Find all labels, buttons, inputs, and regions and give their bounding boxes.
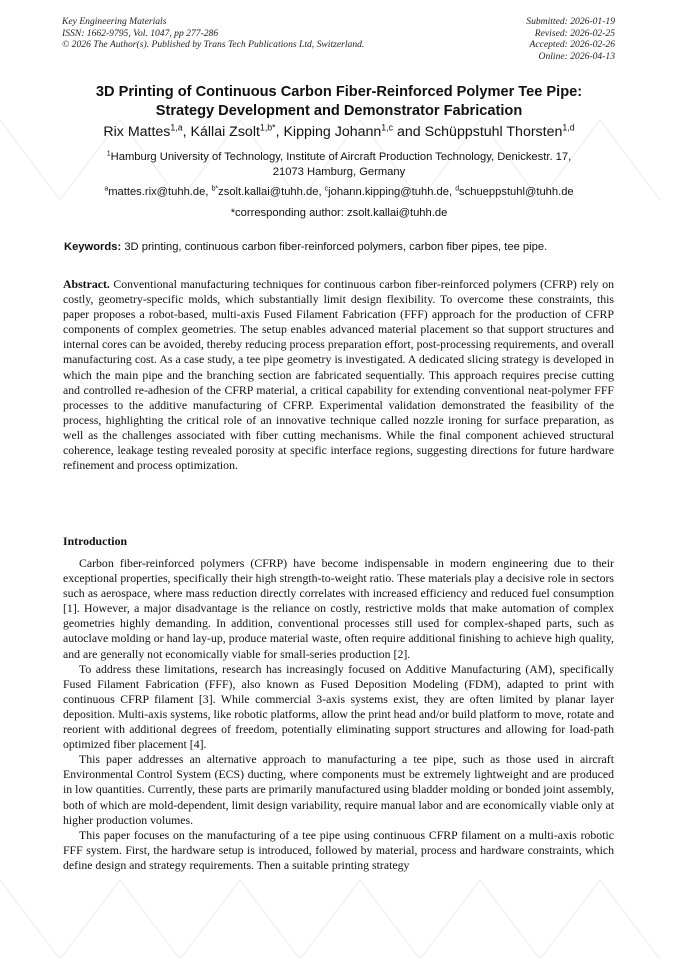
- issn-info: ISSN: 1662-9795, Vol. 1047, pp 277-286: [62, 27, 219, 39]
- paragraph: Carbon fiber-reinforced polymers (CFRP) have become indispensable in modern engineering due to their exceptional properties, specifically their high strength-to-weight ratio. These materials play a decisive role in sectors such as aerospace, where mass reduction directly correlates with increased efficiency and reduced fuel consumption [1]. However, a major disadvantage is the reliance on costly, restrictive molds that make automation of complex geometries highly demanding. In addition, conventional processes still used for complex-shaped parts, such as autoclave molding or hand lay-up, produce material waste, often require additional finishing to achieve high quality, and are generally not economically viable for small-series production [2].: [63, 556, 614, 661]
- email-link[interactable]: schueppstuhl@tuhh.de: [459, 186, 574, 198]
- author-name: Kipping Johann: [283, 124, 382, 140]
- paragraph: This paper addresses an alternative approach to manufacturing a tee pipe, such as those used in aircraft Environmental Control System (ECS) ducting, where components must be extremely lightweight and are produced in low quantities. Currently, these parts are primarily manufactured using bladder molding or bonded joint assembly, both of which are mold-dependent, limit design variability, require manual labor and are economically viable only at higher production volumes.: [63, 752, 614, 827]
- affiliation-line-2: 21073 Hamburg, Germany: [272, 165, 406, 178]
- author-superscript: 1,b*: [259, 122, 276, 133]
- affiliation-superscript: 1: [106, 150, 111, 158]
- corresponding-author: *corresponding author: zsolt.kallai@tuhh.de: [230, 207, 448, 219]
- email-superscript: c: [324, 185, 329, 193]
- author-separator: ,: [275, 124, 284, 140]
- author-separator: ,: [182, 124, 191, 140]
- email-link[interactable]: mattes.rix@tuhh.de: [108, 186, 206, 198]
- header-left: [62, 16, 364, 51]
- revised-date: Revised: 2026-02-25: [534, 27, 615, 39]
- author-superscript: 1,a: [170, 122, 183, 133]
- title-line-2: Strategy Development and Demonstrator Fabrication: [155, 102, 523, 119]
- paragraph: This paper focuses on the manufacturing of a tee pipe using continuous CFRP filament on a multi-axis robotic FFF system. First, the hardware setup is introduced, followed by material, process and hardware constraints, which define design and strategy requirements. Then a suitable printing strategy: [63, 827, 614, 872]
- introduction-body: [63, 556, 614, 873]
- accepted-date: Accepted: 2026-02-26: [529, 39, 615, 51]
- affiliation: [60, 150, 618, 179]
- email-link[interactable]: johann.kipping@tuhh.de: [328, 186, 449, 198]
- email-superscript: d: [455, 185, 460, 193]
- author-name: Kállai Zsolt: [190, 124, 260, 140]
- copyright-notice: © 2026 The Author(s). Published by Trans Tech Publications Ltd, Switzerland.: [62, 39, 365, 51]
- author-name: Schüppstuhl Thorsten: [424, 124, 563, 140]
- paper-title: [40, 83, 638, 120]
- header-right: [526, 16, 615, 62]
- author-name: Rix Mattes: [103, 124, 171, 140]
- section-heading-introduction: Introduction: [63, 534, 128, 548]
- title-line-1: 3D Printing of Continuous Carbon Fiber-Reinforced Polymer Tee Pipe:: [95, 84, 583, 100]
- author-superscript: 1,c: [381, 122, 394, 133]
- journal-name: Key Engineering Materials: [62, 16, 167, 27]
- author-emails: [20, 186, 658, 198]
- keywords-label: Keywords:: [64, 241, 122, 253]
- email-separator: ,: [205, 186, 212, 198]
- author-superscript: 1,d: [562, 122, 575, 133]
- paragraph: To address these limitations, research has increasingly focused on Additive Manufacturing (AM), specifically Fused Filament Fabrication (FFF), also known as Fused Deposition Modeling (FDM), adapted to print with continuous CFRP filament [3]. While commercial 3-axis systems exist, they are often limited by planar layer deposition. Multi-axis systems, like robotic platforms, allow the print head and/or build platform to move, rotate and reorient with additional degrees of freedom, potentially eliminating support structures and allowing for load-path optimized fiber placement [4].: [63, 661, 614, 752]
- author-list: [20, 124, 658, 140]
- email-separator: ,: [448, 186, 456, 198]
- keywords-text: 3D printing, continuous carbon fiber-reinforced polymers, carbon fiber pipes, tee pipe.: [124, 241, 548, 253]
- author-separator: and: [393, 124, 425, 140]
- email-superscript: a: [104, 185, 109, 193]
- email-superscript: b*: [211, 185, 219, 193]
- submitted-date: Submitted: 2026-01-19: [526, 16, 615, 27]
- keywords: [64, 241, 628, 253]
- affiliation-line-1: Hamburg University of Technology, Institute of Aircraft Production Technology, Denickestr. 17,: [110, 151, 572, 163]
- abstract-text: Conventional manufacturing techniques for continuous carbon fiber-reinforced polymers (CFRP) rely on costly, geometry-specific molds, which substantially limit design flexibility. To overcome these constraints, this paper proposes a robot-based, multi-axis Fused Filament Fabrication (FFF) approach for the production of CFRP components of complex geometries. The setup enables advanced material placement so that support structures and internal cores can be avoided, thereby reducing process preparation effort, post-processing requirements, and overall manufacturing cost. As a case study, a tee pipe geometry is investigated. A dedicated slicing strategy is developed in which the main pipe and the branching section are fabricated sequentially. This approach requires precise cutting and controlled re-adhesion of the CFRP material, a critical capability for extending conventional neat-polymer FFF processes to the additive manufacturing of CFRP. Experimental validation demonstrated the feasibility of the process, highlighting the critical role of an innovative technique called nozzle ironing for surface preparation, as well as the challenges associated with fiber cutting mechanisms. While the final component achieved structural coherence, leakage testing revealed porosity at specific interface regions, suggesting directions for future hardware refinement and process optimization.: [63, 277, 615, 473]
- abstract: [63, 277, 614, 473]
- email-separator: ,: [318, 186, 325, 198]
- abstract-label: Abstract.: [63, 277, 110, 291]
- online-date: Online: 2026-04-13: [538, 50, 615, 62]
- email-link[interactable]: zsolt.kallai@tuhh.de: [218, 186, 319, 198]
